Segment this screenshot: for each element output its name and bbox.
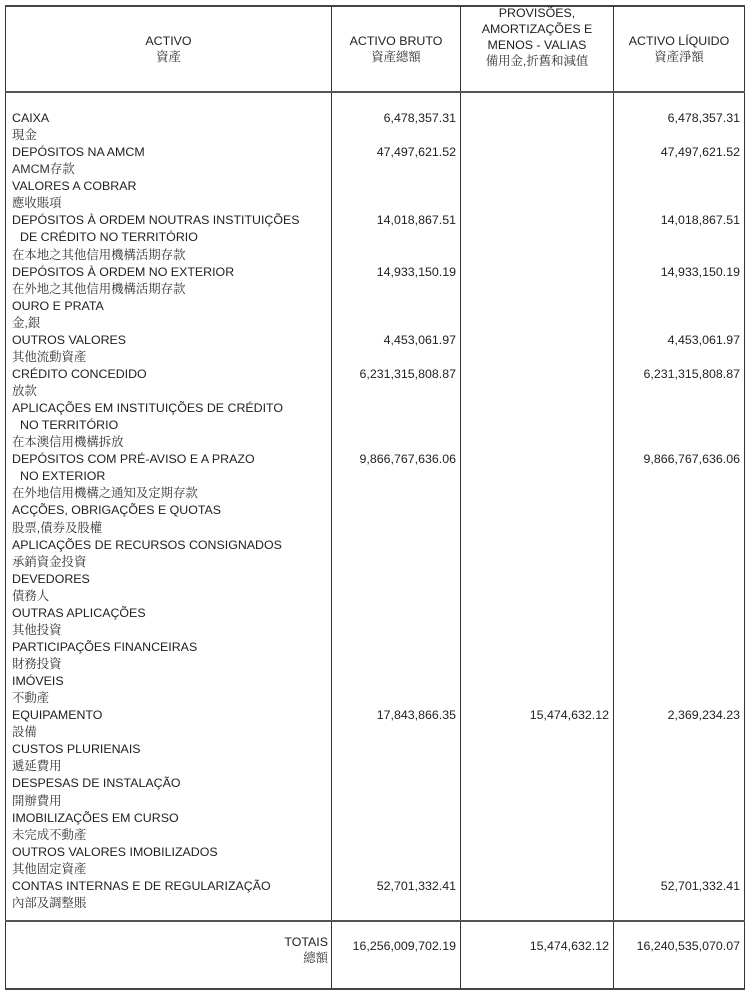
spacer xyxy=(461,912,614,921)
table-row-continuation xyxy=(6,622,745,639)
activo-liquido-cell xyxy=(614,673,745,690)
provisoes-cell xyxy=(461,537,614,554)
table-row xyxy=(6,110,745,127)
activo-bruto-cell: 47,497,621.52 xyxy=(332,144,461,161)
activo-bruto-cell: 4,453,061.97 xyxy=(332,332,461,349)
empty-cell xyxy=(332,434,461,451)
activo-liquido-cell xyxy=(614,400,745,417)
empty-cell xyxy=(614,485,745,502)
table-row-continuation xyxy=(6,690,745,707)
provisoes-cell xyxy=(461,400,614,417)
empty-cell xyxy=(461,758,614,775)
provisoes-cell xyxy=(461,298,614,315)
table-row-continuation xyxy=(6,127,745,144)
table-row xyxy=(6,178,745,195)
activo-liquido-cell: 6,478,357.31 xyxy=(614,110,745,127)
header-activo xyxy=(6,6,332,92)
item-label-pt: DEPÓSITOS À ORDEM NOUTRAS INSTITUIÇÕES xyxy=(6,212,332,229)
spacer-row xyxy=(6,912,745,921)
spacer xyxy=(332,912,461,921)
activo-bruto-cell xyxy=(332,741,461,758)
empty-cell xyxy=(461,861,614,878)
table-row-continuation xyxy=(6,588,745,605)
item-label-zh: 未完成不動產 xyxy=(6,827,332,844)
table-row xyxy=(6,212,745,229)
empty-cell xyxy=(614,281,745,298)
activo-bruto-cell xyxy=(332,298,461,315)
header-liquido-pt: ACTIVO LÍQUIDO xyxy=(628,34,730,48)
empty-cell xyxy=(461,520,614,537)
empty-cell xyxy=(332,690,461,707)
activo-liquido-cell: 9,866,767,636.06 xyxy=(614,451,745,468)
activo-liquido-cell: 52,701,332.41 xyxy=(614,878,745,895)
empty-cell xyxy=(614,349,745,366)
provisoes-cell xyxy=(461,178,614,195)
item-label-pt: NO EXTERIOR xyxy=(6,468,332,485)
activo-liquido-cell: 14,018,867.51 xyxy=(614,212,745,229)
item-label-zh: 放款 xyxy=(6,383,332,400)
empty-cell xyxy=(332,827,461,844)
empty-cell xyxy=(332,485,461,502)
item-label-zh: 債務人 xyxy=(6,588,332,605)
activo-bruto-cell xyxy=(332,178,461,195)
empty-cell xyxy=(461,349,614,366)
provisoes-cell xyxy=(461,110,614,127)
header-row xyxy=(6,6,745,92)
empty-cell xyxy=(332,349,461,366)
header-liquido xyxy=(614,6,745,92)
empty-cell xyxy=(332,468,461,485)
table-row-continuation xyxy=(6,161,745,178)
provisoes-cell xyxy=(461,639,614,656)
item-label-zh: 財務投資 xyxy=(6,656,332,673)
empty-cell xyxy=(614,315,745,332)
activo-liquido-cell: 4,453,061.97 xyxy=(614,332,745,349)
table-row xyxy=(6,332,745,349)
table-row-continuation xyxy=(6,281,745,298)
activo-bruto-cell xyxy=(332,502,461,519)
activo-liquido-cell xyxy=(614,741,745,758)
balance-sheet-table xyxy=(5,5,745,990)
header-liquido-zh: 資產淨額 xyxy=(654,50,704,64)
activo-liquido-cell xyxy=(614,537,745,554)
activo-bruto-cell xyxy=(332,844,461,861)
empty-cell xyxy=(332,315,461,332)
item-label-zh: 金,銀 xyxy=(6,315,332,332)
empty-cell xyxy=(332,383,461,400)
empty-cell xyxy=(461,895,614,912)
table-row-continuation xyxy=(6,383,745,400)
empty-cell xyxy=(614,520,745,537)
activo-liquido-cell xyxy=(614,571,745,588)
provisoes-cell: 15,474,632.12 xyxy=(461,707,614,724)
table-row xyxy=(6,298,745,315)
table-row-continuation xyxy=(6,247,745,264)
item-label-zh: 設備 xyxy=(6,724,332,741)
header-activo-pt: ACTIVO xyxy=(145,34,192,48)
item-label-zh: 其他固定資產 xyxy=(6,861,332,878)
activo-bruto-cell xyxy=(332,537,461,554)
empty-cell xyxy=(332,622,461,639)
empty-cell xyxy=(614,229,745,246)
empty-cell xyxy=(614,690,745,707)
empty-cell xyxy=(461,554,614,571)
empty-cell xyxy=(461,315,614,332)
activo-bruto-cell: 6,478,357.31 xyxy=(332,110,461,127)
empty-cell xyxy=(461,827,614,844)
provisoes-cell xyxy=(461,212,614,229)
header-provisoes-pt: MENOS - VALIAS xyxy=(487,38,587,52)
empty-cell xyxy=(332,861,461,878)
totals-label-zh: 總額 xyxy=(303,950,328,965)
table-row xyxy=(6,451,745,468)
table-row-continuation xyxy=(6,724,745,741)
spacer-row xyxy=(6,92,745,110)
table-row-continuation xyxy=(6,520,745,537)
item-label-pt: DEVEDORES xyxy=(6,571,332,588)
empty-cell xyxy=(614,724,745,741)
header-bruto-zh: 資產總額 xyxy=(371,50,421,64)
totals-label xyxy=(6,921,332,989)
empty-cell xyxy=(614,434,745,451)
item-label-pt: DEPÓSITOS COM PRÉ-AVISO E A PRAZO xyxy=(6,451,332,468)
table-row xyxy=(6,673,745,690)
item-label-zh: 其他投資 xyxy=(6,622,332,639)
activo-bruto-cell: 17,843,866.35 xyxy=(332,707,461,724)
table-row-continuation xyxy=(6,485,745,502)
activo-bruto-cell xyxy=(332,400,461,417)
empty-cell xyxy=(332,127,461,144)
item-label-pt: CUSTOS PLURIENAIS xyxy=(6,741,332,758)
provisoes-cell xyxy=(461,673,614,690)
table-body xyxy=(6,92,745,921)
item-label-zh: 應收賬項 xyxy=(6,195,332,212)
empty-cell xyxy=(461,656,614,673)
table-row xyxy=(6,810,745,827)
totals-provisoes: 15,474,632.12 xyxy=(461,921,614,989)
empty-cell xyxy=(614,195,745,212)
item-label-zh: 現金 xyxy=(6,127,332,144)
table-row xyxy=(6,775,745,792)
table-row-continuation xyxy=(6,195,745,212)
item-label-zh: 在外地之其他信用機構活期存款 xyxy=(6,281,332,298)
activo-liquido-cell xyxy=(614,605,745,622)
empty-cell xyxy=(332,520,461,537)
item-label-zh: 承銷資金投資 xyxy=(6,554,332,571)
empty-cell xyxy=(461,383,614,400)
empty-cell xyxy=(461,281,614,298)
empty-cell xyxy=(614,861,745,878)
activo-liquido-cell xyxy=(614,810,745,827)
item-label-pt: OUTRAS APLICAÇÕES xyxy=(6,605,332,622)
totals-label-pt: TOTAIS xyxy=(284,934,328,949)
activo-bruto-cell xyxy=(332,639,461,656)
item-label-pt: IMOBILIZAÇÕES EM CURSO xyxy=(6,810,332,827)
provisoes-cell xyxy=(461,810,614,827)
empty-cell xyxy=(614,895,745,912)
item-label-pt: DE CRÉDITO NO TERRITÓRIO xyxy=(6,229,332,246)
table-row xyxy=(6,144,745,161)
activo-bruto-cell: 6,231,315,808.87 xyxy=(332,366,461,383)
empty-cell xyxy=(461,247,614,264)
empty-cell xyxy=(461,417,614,434)
table-row-continuation xyxy=(6,895,745,912)
empty-cell xyxy=(614,758,745,775)
provisoes-cell xyxy=(461,451,614,468)
activo-bruto-cell xyxy=(332,775,461,792)
empty-cell xyxy=(614,554,745,571)
item-label-pt: OUTROS VALORES xyxy=(6,332,332,349)
header-bruto xyxy=(332,6,461,92)
provisoes-cell xyxy=(461,571,614,588)
activo-liquido-cell: 14,933,150.19 xyxy=(614,264,745,281)
item-label-zh: 在本地之其他信用機構活期存款 xyxy=(6,247,332,264)
activo-bruto-cell xyxy=(332,810,461,827)
empty-cell xyxy=(614,793,745,810)
empty-cell xyxy=(332,554,461,571)
item-label-pt: DEPÓSITOS NA AMCM xyxy=(6,144,332,161)
item-label-pt: IMÓVEIS xyxy=(6,673,332,690)
empty-cell xyxy=(461,485,614,502)
item-label-pt: EQUIPAMENTO xyxy=(6,707,332,724)
empty-cell xyxy=(332,793,461,810)
item-label-pt: DESPESAS DE INSTALAÇÃO xyxy=(6,775,332,792)
table-row-continuation xyxy=(6,434,745,451)
empty-cell xyxy=(614,468,745,485)
item-label-zh: AMCM存款 xyxy=(6,161,332,178)
provisoes-cell xyxy=(461,605,614,622)
provisoes-cell xyxy=(461,144,614,161)
item-label-zh: 遞延費用 xyxy=(6,758,332,775)
empty-cell xyxy=(332,161,461,178)
item-label-pt: VALORES A COBRAR xyxy=(6,178,332,195)
item-label-zh: 其他流動資產 xyxy=(6,349,332,366)
provisoes-cell xyxy=(461,332,614,349)
table-row xyxy=(6,639,745,656)
empty-cell xyxy=(461,724,614,741)
empty-cell xyxy=(614,161,745,178)
item-label-zh: 開辦費用 xyxy=(6,793,332,810)
spacer xyxy=(614,92,745,110)
item-label-pt: APLICAÇÕES EM INSTITUIÇÕES DE CRÉDITO xyxy=(6,400,332,417)
empty-cell xyxy=(461,434,614,451)
empty-cell xyxy=(614,247,745,264)
table-row-continuation xyxy=(6,315,745,332)
empty-cell xyxy=(614,127,745,144)
activo-liquido-cell xyxy=(614,298,745,315)
table-row-continuation xyxy=(6,861,745,878)
header-provisoes xyxy=(461,6,614,92)
item-label-pt: PARTICIPAÇÕES FINANCEIRAS xyxy=(6,639,332,656)
empty-cell xyxy=(614,417,745,434)
empty-cell xyxy=(332,895,461,912)
empty-cell xyxy=(461,690,614,707)
provisoes-cell xyxy=(461,775,614,792)
header-bruto-pt: ACTIVO BRUTO xyxy=(349,34,443,48)
empty-cell xyxy=(332,417,461,434)
totals-bruto: 16,256,009,702.19 xyxy=(332,921,461,989)
item-label-pt: DEPÓSITOS À ORDEM NO EXTERIOR xyxy=(6,264,332,281)
empty-cell xyxy=(332,758,461,775)
empty-cell xyxy=(614,588,745,605)
provisoes-cell xyxy=(461,844,614,861)
header-provisoes-zh: 備用金,折舊和減值 xyxy=(485,54,589,68)
table-row xyxy=(6,844,745,861)
table-row-continuation xyxy=(6,554,745,571)
empty-cell xyxy=(332,588,461,605)
header-provisoes-pt: PROVISÕES, xyxy=(498,6,576,20)
activo-liquido-cell xyxy=(614,178,745,195)
empty-cell xyxy=(461,127,614,144)
provisoes-cell xyxy=(461,741,614,758)
empty-cell xyxy=(461,793,614,810)
activo-bruto-cell: 52,701,332.41 xyxy=(332,878,461,895)
spacer xyxy=(332,92,461,110)
item-label-zh: 內部及調整賬 xyxy=(6,895,332,912)
empty-cell xyxy=(332,656,461,673)
table-row xyxy=(6,366,745,383)
empty-cell xyxy=(461,622,614,639)
activo-bruto-cell: 9,866,767,636.06 xyxy=(332,451,461,468)
table-row xyxy=(6,400,745,417)
table-row xyxy=(6,741,745,758)
empty-cell xyxy=(614,827,745,844)
table-row-continuation xyxy=(6,793,745,810)
table-row xyxy=(6,878,745,895)
empty-cell xyxy=(461,588,614,605)
activo-liquido-cell xyxy=(614,639,745,656)
spacer xyxy=(461,92,614,110)
table-row-continuation xyxy=(6,229,745,246)
table-row xyxy=(6,537,745,554)
empty-cell xyxy=(614,383,745,400)
header-activo-zh: 資產 xyxy=(156,50,181,64)
table-row-continuation xyxy=(6,349,745,366)
item-label-zh: 股票,債券及股權 xyxy=(6,520,332,537)
activo-bruto-cell xyxy=(332,571,461,588)
table-row-continuation xyxy=(6,827,745,844)
activo-bruto-cell xyxy=(332,673,461,690)
item-label-pt: NO TERRITÓRIO xyxy=(6,417,332,434)
table-row-continuation xyxy=(6,758,745,775)
table-row-continuation xyxy=(6,656,745,673)
totals-row xyxy=(6,921,745,989)
empty-cell xyxy=(461,195,614,212)
empty-cell xyxy=(332,724,461,741)
item-label-pt: CRÉDITO CONCEDIDO xyxy=(6,366,332,383)
empty-cell xyxy=(461,161,614,178)
item-label-zh: 在外地信用機構之通知及定期存款 xyxy=(6,485,332,502)
empty-cell xyxy=(332,281,461,298)
table-row xyxy=(6,264,745,281)
item-label-pt: CAIXA xyxy=(6,110,332,127)
empty-cell xyxy=(614,656,745,673)
empty-cell xyxy=(332,195,461,212)
provisoes-cell xyxy=(461,502,614,519)
item-label-pt: OUTROS VALORES IMOBILIZADOS xyxy=(6,844,332,861)
activo-liquido-cell: 6,231,315,808.87 xyxy=(614,366,745,383)
table-row-continuation xyxy=(6,417,745,434)
activo-bruto-cell: 14,018,867.51 xyxy=(332,212,461,229)
table-row xyxy=(6,571,745,588)
table-row xyxy=(6,502,745,519)
empty-cell xyxy=(461,229,614,246)
item-label-zh: 在本澳信用機構拆放 xyxy=(6,434,332,451)
activo-bruto-cell xyxy=(332,605,461,622)
activo-liquido-cell xyxy=(614,844,745,861)
table-row-continuation xyxy=(6,468,745,485)
item-label-zh: 不動產 xyxy=(6,690,332,707)
spacer xyxy=(614,912,745,921)
activo-bruto-cell: 14,933,150.19 xyxy=(332,264,461,281)
provisoes-cell xyxy=(461,366,614,383)
empty-cell xyxy=(332,247,461,264)
totals-liquido: 16,240,535,070.07 xyxy=(614,921,745,989)
activo-liquido-cell: 2,369,234.23 xyxy=(614,707,745,724)
activo-liquido-cell xyxy=(614,502,745,519)
activo-liquido-cell: 47,497,621.52 xyxy=(614,144,745,161)
activo-liquido-cell xyxy=(614,775,745,792)
table-row xyxy=(6,605,745,622)
provisoes-cell xyxy=(461,878,614,895)
empty-cell xyxy=(332,229,461,246)
item-label-pt: ACÇÕES, OBRIGAÇÕES E QUOTAS xyxy=(6,502,332,519)
table-row xyxy=(6,707,745,724)
provisoes-cell xyxy=(461,264,614,281)
empty-cell xyxy=(614,622,745,639)
header-provisoes-pt: AMORTIZAÇÕES E xyxy=(481,22,593,36)
item-label-pt: CONTAS INTERNAS E DE REGULARIZAÇÃO xyxy=(6,878,332,895)
item-label-pt: OURO E PRATA xyxy=(6,298,332,315)
item-label-pt: APLICAÇÕES DE RECURSOS CONSIGNADOS xyxy=(6,537,332,554)
spacer xyxy=(6,92,332,110)
spacer xyxy=(6,912,332,921)
empty-cell xyxy=(461,468,614,485)
